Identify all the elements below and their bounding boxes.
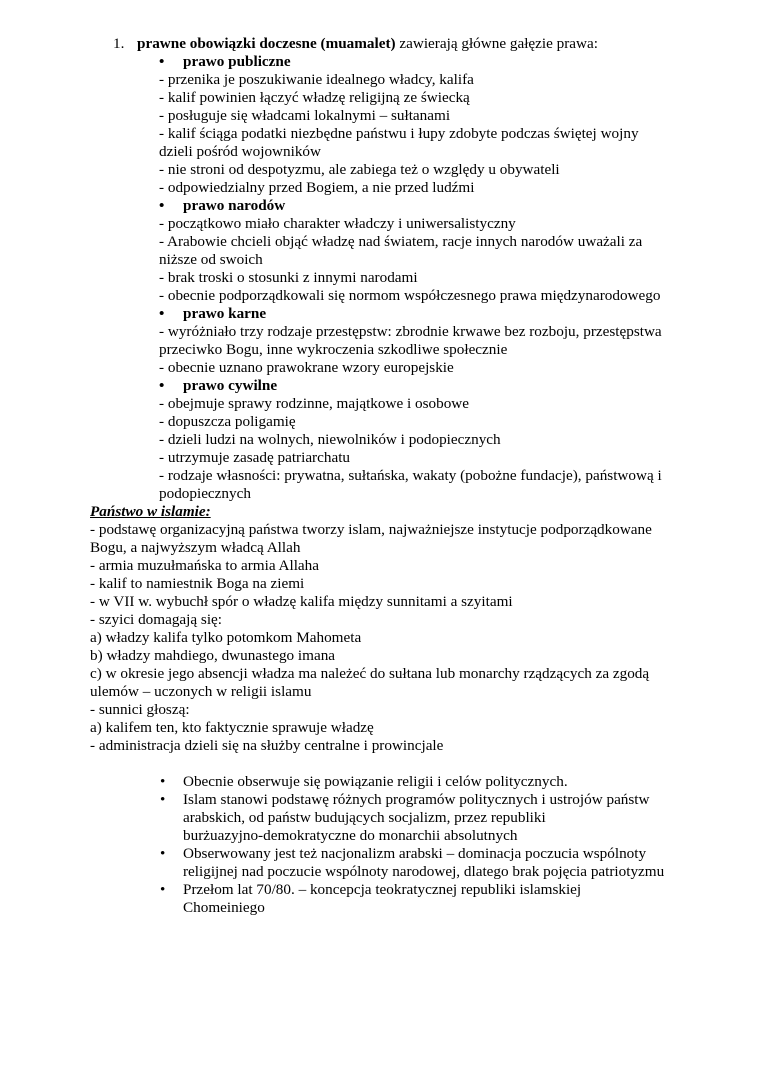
bullet-line: Przełom lat 70/80. – koncepcja teokratycznej republiki islamskiej <box>183 881 582 898</box>
section-line: Bogu, a najwyższym władcą Allah <box>90 539 301 556</box>
outline-heading <box>137 35 598 53</box>
outline-heading-rest: zawierają główne gałęzie prawa: <box>395 35 598 52</box>
bullet-line: Obecnie obserwuje się powiązanie religii i celów politycznych. <box>183 773 568 790</box>
section-line: - w VII w. wybuchł spór o władzę kalifa między sunnitami a szyitami <box>90 593 513 610</box>
group-line: podopiecznych <box>159 485 251 502</box>
section-line: c) w okresie jego absencji władza ma należeć do sułtana lub monarchy rządzących za zgodą <box>90 665 650 682</box>
bullet-icon: • <box>159 53 165 70</box>
bullet-icon: • <box>160 845 166 862</box>
group-line: - dzieli ludzi na wolnych, niewolników i podopiecznych <box>159 431 501 448</box>
group-title: prawo narodów <box>183 197 286 214</box>
section-line: - sunnici głoszą: <box>90 701 190 718</box>
list-number: 1. <box>113 35 125 52</box>
group-title: prawo cywilne <box>183 377 278 394</box>
bullet-icon: • <box>159 377 165 394</box>
group-line: - kalif ściąga podatki niezbędne państwu i łupy zdobyte podczas świętej wojny <box>159 125 639 142</box>
bullet-line: religijnej nad poczucie wspólnoty narodowej, dlatego brak pojęcia patriotyzmu <box>183 863 665 880</box>
group-title: prawo karne <box>183 305 267 322</box>
bullet-line: burżuazyjno-demokratyczne do monarchii absolutnych <box>183 827 518 844</box>
group-line: niższe od swoich <box>159 251 263 268</box>
group-line: - przenika je poszukiwanie idealnego władcy, kalifa <box>159 71 474 88</box>
bullet-line: Chomeiniego <box>183 899 265 916</box>
group-line: przeciwko Bogu, inne wykroczenia szkodliwe społecznie <box>159 341 508 358</box>
section-line: - podstawę organizacyjną państwa tworzy islam, najważniejsze instytucje podporządkowane <box>90 521 652 538</box>
group-line: - początkowo miało charakter władczy i uniwersalistyczny <box>159 215 516 232</box>
bullet-icon: • <box>159 305 165 322</box>
group-line: - posługuje się władcami lokalnymi – sułtanami <box>159 107 451 124</box>
bullet-line: Islam stanowi podstawę różnych programów politycznych i ustrojów państw <box>183 791 650 808</box>
section-line: - szyici domagają się: <box>90 611 223 628</box>
group-line: dzieli pośród wojowników <box>159 143 321 160</box>
section-line: b) władzy mahdiego, dwunastego imana <box>90 647 336 664</box>
section-line: a) kalifem ten, kto faktycznie sprawuje władzę <box>90 719 374 736</box>
outline-heading-bold: prawne obowiązki doczesne (muamalet) <box>137 35 396 52</box>
group-line: - utrzymuje zasadę patriarchatu <box>159 449 351 466</box>
section-title: Państwo w islamie: <box>90 503 211 520</box>
bullet-icon: • <box>160 791 166 808</box>
group-line: - kalif powinien łączyć władzę religijną ze świecką <box>159 89 470 106</box>
group-title: prawo publiczne <box>183 53 291 70</box>
bullet-line: arabskich, od państw budujących socjalizm, przez republiki <box>183 809 546 826</box>
group-line: - obecnie uznano prawokrane wzory europejskie <box>159 359 454 376</box>
group-line: - dopuszcza poligamię <box>159 413 296 430</box>
group-line: - obejmuje sprawy rodzinne, majątkowe i osobowe <box>159 395 469 412</box>
section-line: - armia muzułmańska to armia Allaha <box>90 557 319 574</box>
section-line: - kalif to namiestnik Boga na ziemi <box>90 575 305 592</box>
group-line: - brak troski o stosunki z innymi narodami <box>159 269 418 286</box>
bullet-icon: • <box>160 881 166 898</box>
group-line: - obecnie podporządkowali się normom współczesnego prawa międzynarodowego <box>159 287 661 304</box>
bullet-icon: • <box>159 197 165 214</box>
group-line: - nie stroni od despotyzmu, ale zabiega też o względy u obywateli <box>159 161 560 178</box>
group-line: - odpowiedzialny przed Bogiem, a nie przed ludźmi <box>159 179 475 196</box>
bullet-line: Obserwowany jest też nacjonalizm arabski – dominacja poczucia wspólnoty <box>183 845 647 862</box>
bullet-icon: • <box>160 773 166 790</box>
section-line: a) władzy kalifa tylko potomkom Mahometa <box>90 629 362 646</box>
group-line: - Arabowie chcieli objąć władzę nad światem, racje innych narodów uważali za <box>159 233 643 250</box>
group-line: - wyróżniało trzy rodzaje przestępstw: zbrodnie krwawe bez rozboju, przestępstwa <box>159 323 662 340</box>
section-line: ulemów – uczonych w religii islamu <box>90 683 312 700</box>
section-line: - administracja dzieli się na służby centralne i prowincjale <box>90 737 444 754</box>
group-line: - rodzaje własności: prywatna, sułtańska, wakaty (pobożne fundacje), państwową i <box>159 467 662 484</box>
